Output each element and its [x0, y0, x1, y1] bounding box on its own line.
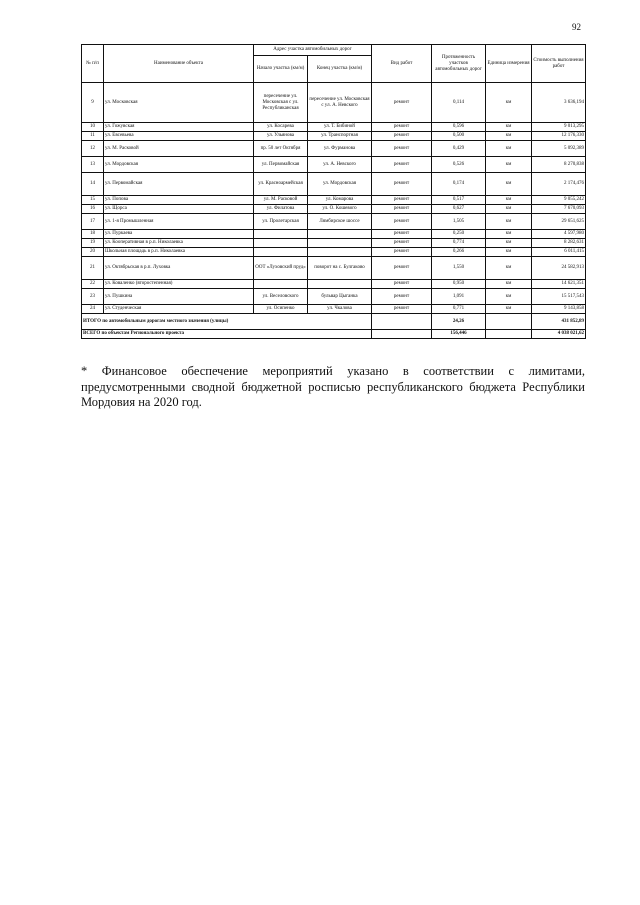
row-name: ул. Мордовская	[104, 157, 254, 173]
row-start	[254, 230, 308, 239]
table-row	[82, 141, 586, 157]
table-row	[82, 248, 586, 257]
row-work: ремонт	[372, 239, 432, 248]
header-cost: Стоимость выполнения работ	[532, 45, 586, 83]
table-row	[82, 157, 586, 173]
row-num: 10	[82, 123, 104, 132]
row-num: 18	[82, 230, 104, 239]
row-cost: 5 092,389	[532, 141, 586, 157]
row-length: 0,627	[432, 205, 486, 214]
row-name: ул. Кооперативная в р.п. Николаевка	[104, 239, 254, 248]
table-row	[82, 305, 586, 314]
row-end	[308, 230, 372, 239]
row-end: ул. Т. Бибиной	[308, 123, 372, 132]
row-length: 0,250	[432, 230, 486, 239]
row-length: 0,774	[432, 239, 486, 248]
row-name: ул. М. Расковой	[104, 141, 254, 157]
row-cost: 3 636,194	[532, 83, 586, 123]
row-start: ул. Ульянова	[254, 132, 308, 141]
row-unit: км	[486, 214, 532, 230]
table-row	[82, 214, 586, 230]
row-num: 9	[82, 83, 104, 123]
row-length: 0,500	[432, 132, 486, 141]
row-unit: км	[486, 83, 532, 123]
row-length: 0,114	[432, 83, 486, 123]
row-work: ремонт	[372, 214, 432, 230]
header-unit: Единица измерения	[486, 45, 532, 83]
total-all-unit	[486, 330, 532, 339]
row-name: ул. Попова	[104, 196, 254, 205]
row-length: 0,517	[432, 196, 486, 205]
row-work: ремонт	[372, 289, 432, 305]
total-all-row	[82, 330, 586, 339]
row-num: 16	[82, 205, 104, 214]
row-end	[308, 280, 372, 289]
row-num: 19	[82, 239, 104, 248]
row-cost: 8 282,631	[532, 239, 586, 248]
row-num: 13	[82, 157, 104, 173]
row-cost: 12 176,330	[532, 132, 586, 141]
row-start	[254, 239, 308, 248]
row-length: 0,596	[432, 123, 486, 132]
row-work: ремонт	[372, 157, 432, 173]
row-start: ул. М. Расковой	[254, 196, 308, 205]
row-num: 24	[82, 305, 104, 314]
row-name: ул. 1-я Промышленная	[104, 214, 254, 230]
row-unit: км	[486, 205, 532, 214]
row-end: ул. Мордовская	[308, 173, 372, 196]
row-start: пр. 50 лет Октября	[254, 141, 308, 157]
row-unit: км	[486, 257, 532, 280]
row-length: 1,091	[432, 289, 486, 305]
row-end	[308, 248, 372, 257]
row-work: ремонт	[372, 205, 432, 214]
row-cost: 9 055,242	[532, 196, 586, 205]
row-unit: км	[486, 280, 532, 289]
row-cost: 6 011,415	[532, 248, 586, 257]
row-start: ул. Веселовского	[254, 289, 308, 305]
row-work: ремонт	[372, 280, 432, 289]
row-cost: 24 582,913	[532, 257, 586, 280]
row-num: 17	[82, 214, 104, 230]
total-all-length: 156,446	[432, 330, 486, 339]
row-length: 0,429	[432, 141, 486, 157]
row-end: бульвар Цыганка	[308, 289, 372, 305]
row-num: 23	[82, 289, 104, 305]
row-unit: км	[486, 173, 532, 196]
row-unit: км	[486, 196, 532, 205]
table-row	[82, 123, 586, 132]
table-row	[82, 280, 586, 289]
row-num: 12	[82, 141, 104, 157]
row-start	[254, 248, 308, 257]
row-name: ул. Пуркаева	[104, 230, 254, 239]
row-length: 0,266	[432, 248, 486, 257]
row-num: 20	[82, 248, 104, 257]
row-end: ул. Фурманова	[308, 141, 372, 157]
table-row	[82, 173, 586, 196]
row-work: ремонт	[372, 132, 432, 141]
row-name: ул. Студенческая	[104, 305, 254, 314]
row-end: ул. А. Невского	[308, 157, 372, 173]
row-end: пересечение ул. Московская с ул. А. Невского	[308, 83, 372, 123]
row-num: 22	[82, 280, 104, 289]
table-row	[82, 239, 586, 248]
footnote: * Финансовое обеспечение мероприятий указано в соответствии с лимитами, предусмотренными сводной бюджетной росписью республиканского бюджета Республики Мордовия на 2020 год.	[81, 364, 585, 409]
row-unit: км	[486, 157, 532, 173]
row-start: ул. Красноармейская	[254, 173, 308, 196]
total-all-work	[372, 330, 432, 339]
row-cost: 4 597,980	[532, 230, 586, 239]
row-work: ремонт	[372, 173, 432, 196]
row-length: 1,505	[432, 214, 486, 230]
row-num: 15	[82, 196, 104, 205]
row-name: ул. Гожувская	[104, 123, 254, 132]
row-cost: 2 174,476	[532, 173, 586, 196]
row-name: ул. Щорса	[104, 205, 254, 214]
row-start: ул. Пролетарская	[254, 214, 308, 230]
row-length: 0,174	[432, 173, 486, 196]
row-cost: 29 651,625	[532, 214, 586, 230]
header-num: № п/п	[82, 45, 104, 83]
road-works-table	[81, 44, 586, 339]
row-work: ремонт	[372, 230, 432, 239]
row-end: Лямбирское шоссе	[308, 214, 372, 230]
row-name: ул. Московская	[104, 83, 254, 123]
row-num: 11	[82, 132, 104, 141]
header-start: Начало участка (км/м)	[254, 56, 308, 83]
row-unit: км	[486, 239, 532, 248]
row-unit: км	[486, 230, 532, 239]
total-local-label: ИТОГО по автомобильным дорогам местного значения (улицы)	[82, 314, 372, 330]
row-name: ул. Первомайская	[104, 173, 254, 196]
row-start: ул. Филатова	[254, 205, 308, 214]
row-start: ул. Осипенко	[254, 305, 308, 314]
row-work: ремонт	[372, 141, 432, 157]
total-local-cost: 431 852,89	[532, 314, 586, 330]
row-work: ремонт	[372, 257, 432, 280]
row-start: ул. Косарева	[254, 123, 308, 132]
row-unit: км	[486, 289, 532, 305]
table-row	[82, 230, 586, 239]
row-end	[308, 239, 372, 248]
header-work: Вид работ	[372, 45, 432, 83]
row-end: ул. Комарова	[308, 196, 372, 205]
row-cost: 15 517,543	[532, 289, 586, 305]
row-work: ремонт	[372, 196, 432, 205]
row-cost: 8 270,838	[532, 157, 586, 173]
row-unit: км	[486, 305, 532, 314]
total-local-work	[372, 314, 432, 330]
table-row	[82, 132, 586, 141]
row-work: ремонт	[372, 305, 432, 314]
row-work: ремонт	[372, 83, 432, 123]
header-length: Протяженность участков автомобильных дорог	[432, 45, 486, 83]
table-row	[82, 205, 586, 214]
table-body	[82, 83, 586, 314]
row-end: ул. Чкалова	[308, 305, 372, 314]
row-name: ул. Коваленко (второстепенная)	[104, 280, 254, 289]
row-name: ул. Октябрьская в р.п. Луховка	[104, 257, 254, 280]
row-length: 0,526	[432, 157, 486, 173]
table-row	[82, 83, 586, 123]
total-local-length: 24,26	[432, 314, 486, 330]
total-all-label: ВСЕГО по объектам Регионального проекта	[82, 330, 372, 339]
total-local-unit	[486, 314, 532, 330]
header-address-group: Адрес участка автомобильных дорог	[254, 45, 372, 56]
row-name: ул. Евсевьева	[104, 132, 254, 141]
total-all-cost: 4 038 021,62	[532, 330, 586, 339]
row-start: ул. Первомайская	[254, 157, 308, 173]
total-local-row	[82, 314, 586, 330]
header-end: Конец участка (км/м)	[308, 56, 372, 83]
row-cost: 9 143,858	[532, 305, 586, 314]
row-length: 0,950	[432, 280, 486, 289]
row-length: 0,771	[432, 305, 486, 314]
row-start: пересечение ул. Московская с ул. Республиканская	[254, 83, 308, 123]
row-length: 1,550	[432, 257, 486, 280]
row-work: ремонт	[372, 123, 432, 132]
row-unit: км	[486, 123, 532, 132]
row-end: поворот на с. Булгаково	[308, 257, 372, 280]
row-name: Школьная площадь в р.п. Николаевка	[104, 248, 254, 257]
row-start: ООТ «Луховский пруд»	[254, 257, 308, 280]
row-unit: км	[486, 248, 532, 257]
row-cost: 9 013,295	[532, 123, 586, 132]
row-cost: 14 621,351	[532, 280, 586, 289]
row-num: 21	[82, 257, 104, 280]
row-unit: км	[486, 141, 532, 157]
row-num: 14	[82, 173, 104, 196]
row-name: ул. Пушкина	[104, 289, 254, 305]
row-unit: км	[486, 132, 532, 141]
table-row	[82, 289, 586, 305]
table-row	[82, 257, 586, 280]
row-end: ул. О. Кошевого	[308, 205, 372, 214]
table-row	[82, 196, 586, 205]
row-end: ул. Транспортная	[308, 132, 372, 141]
row-work: ремонт	[372, 248, 432, 257]
header-name: Наименование объекта	[104, 45, 254, 83]
row-start	[254, 280, 308, 289]
page-number: 92	[572, 22, 581, 32]
row-cost: 7 670,093	[532, 205, 586, 214]
